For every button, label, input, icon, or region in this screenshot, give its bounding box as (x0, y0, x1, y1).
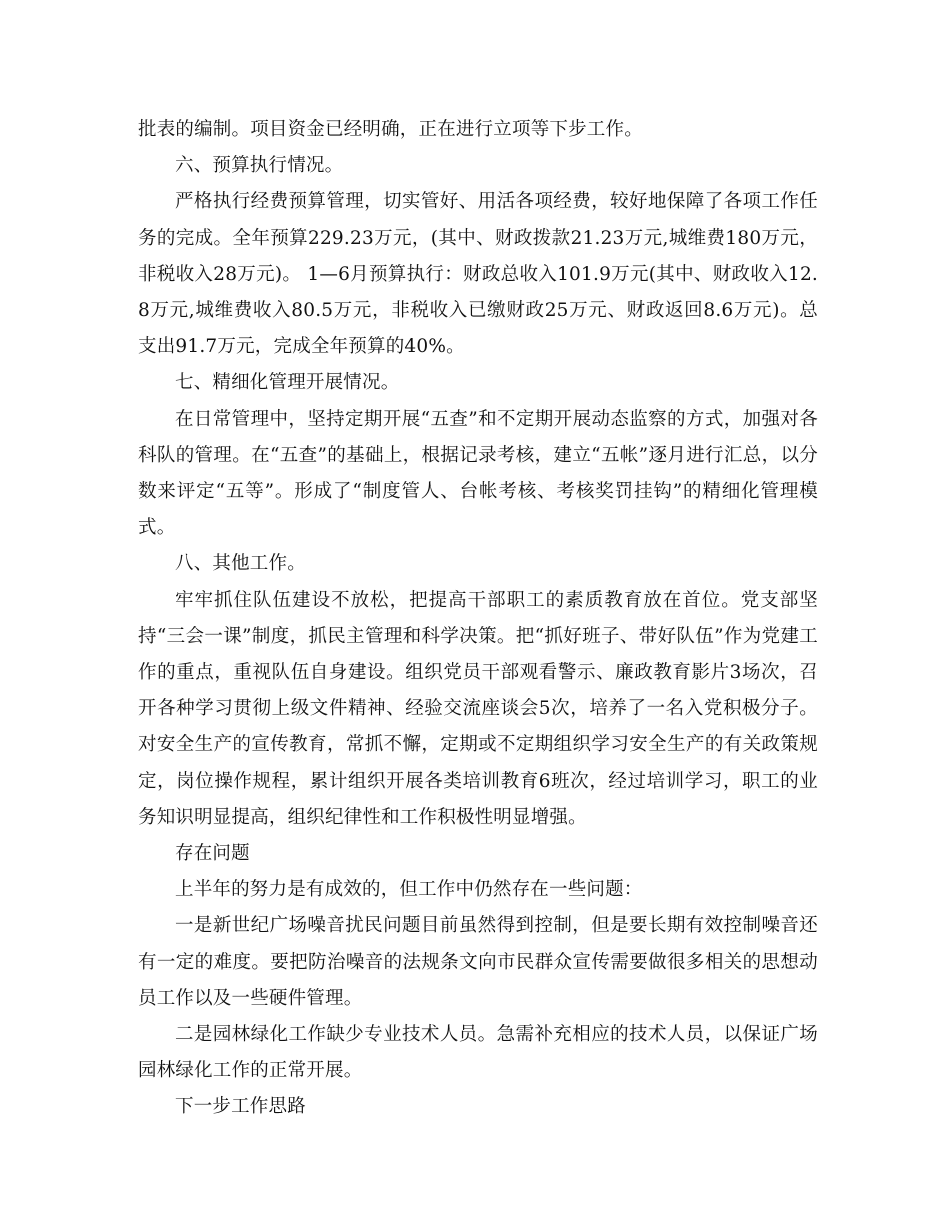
heading-other-work: 八、其他工作。 (175, 553, 306, 575)
paragraph-refined-management: 在日常管理中，坚持定期开展“五查”和不定期开展动态监察的方式，加强对各科队的管理。在“五查”的基础上，根据记录考核，建立“五帐”逐月进行汇总，以分数来评定“五等”。形成了“制度管人、台帐考核、考核奖罚挂钩”的精细化管理模式。 (138, 408, 818, 539)
heading-existing-problems: 存在问题 (175, 843, 250, 865)
heading-next-steps: 下一步工作思路 (175, 1096, 306, 1118)
heading-budget-execution: 六、预算执行情况。 (175, 155, 344, 177)
document-body (138, 112, 818, 1126)
paragraph-other-work: 牢牢抓住队伍建设不放松，把提高干部职工的素质教育放在首位。党支部坚持“三会一课”制度，抓民主管理和科学决策。把“抓好班子、带好队伍”作为党建工作的重点，重视队伍自身建设。组织党员干部观看警示、廉政教育影片3场次，召开各种学习贯彻上级文件精神、经验交流座谈会5次，培养了一名入党积极分子。对安全生产的宣传教育，常抓不懈，定期或不定期组织学习安全生产的有关政策规定，岗位操作规程，累计组织开展各类培训教育6班次，经过培训学习，职工的业务知识明显提高，组织纪律性和工作积极性明显增强。 (138, 589, 818, 828)
paragraph-problem-noise: 一是新世纪广场噪音扰民问题目前虽然得到控制，但是要长期有效控制噪音还有一定的难度。要把防治噪音的法规条文向市民群众宣传需要做很多相关的思想动员工作以及一些硬件管理。 (138, 915, 818, 1009)
paragraph-budget-details: 严格执行经费预算管理，切实管好、用活各项经费，较好地保障了各项工作任务的完成。全年预算229.23万元，(其中、财政拨款21.23万元,城维费180万元，非税收入28万元)。 1—6月预算执行：财政总收入101.9万元(其中、财政收入12.8万元,城维费收入80.5万元，非税收入已缴财政25万元、财政返回8.6万元)。总支出91.7万元，完成全年预算的40%。 (138, 191, 818, 358)
paragraph-problem-landscaping: 二是园林绿化工作缺少专业技术人员。急需补充相应的技术人员，以保证广场园林绿化工作的正常开展。 (138, 1024, 818, 1082)
heading-refined-management: 七、精细化管理开展情况。 (175, 372, 400, 394)
paragraph-problems-intro: 上半年的努力是有成效的，但工作中仍然存在一些问题： (175, 879, 643, 901)
paragraph-approval-continuation: 批表的编制。项目资金已经明确，正在进行立项等下步工作。 (138, 119, 643, 140)
